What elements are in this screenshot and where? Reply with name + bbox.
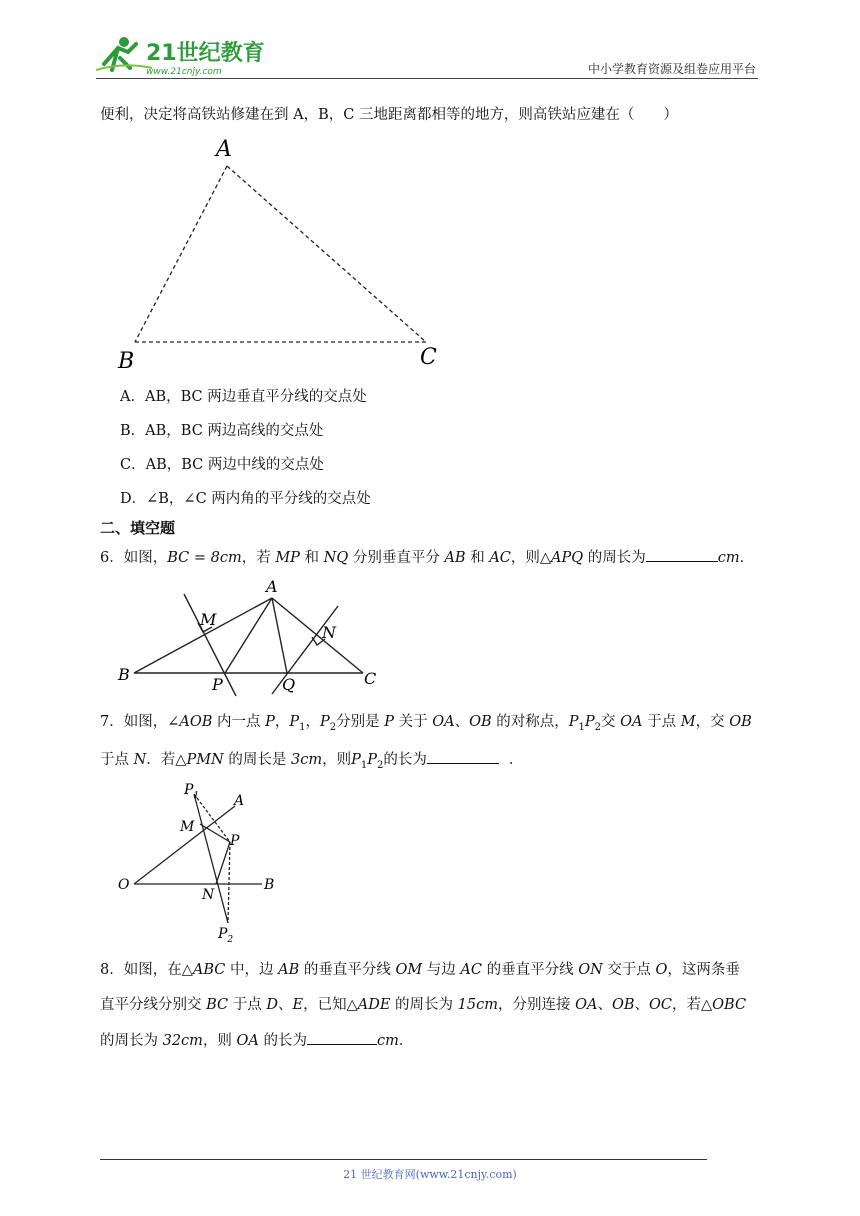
q6-text: 和 [465, 550, 490, 566]
q8-text: 于点 [228, 997, 267, 1013]
answer-blank[interactable] [307, 1030, 377, 1045]
q8-math: 15cm [457, 997, 498, 1013]
q8-math: BC [206, 997, 229, 1013]
q8-text: 8．如图，在△ [100, 962, 193, 978]
q6-math: MP [275, 550, 300, 566]
q5-option-a: A．AB，BC 两边垂直平分线的交点处 [120, 389, 367, 405]
q8-math: AB [278, 962, 300, 978]
q7-sub: 2 [594, 721, 602, 733]
q6-label-p: P [212, 675, 223, 694]
q6-label-q: Q [282, 675, 296, 694]
answer-blank[interactable] [646, 547, 718, 562]
q6-figure [112, 576, 392, 698]
q5-label-c: C [420, 345, 437, 370]
q7-sub: 1 [299, 721, 306, 733]
q6-text: ，则△ [510, 550, 552, 566]
q7-math: P [384, 714, 395, 730]
q8-text: 与边 [422, 962, 461, 978]
q8-text: 交于点 [602, 962, 656, 978]
section-title: 二、填空题 [100, 519, 176, 537]
q7-math: P [265, 714, 275, 730]
q6-math: BC = 8cm [167, 550, 242, 566]
header-divider [96, 78, 758, 79]
q8-math: cm [377, 1033, 399, 1049]
q8-text: 的垂直平分线 [299, 962, 396, 978]
q8-math: ABC [192, 962, 226, 978]
q6-math: AB [444, 550, 466, 566]
q7-figure [112, 778, 292, 946]
q7-stem-line1 [100, 712, 752, 738]
q5-option-c: C．AB，BC 两边中线的交点处 [120, 457, 324, 473]
q8-text: 、 [597, 997, 612, 1013]
q6-label-b: B [118, 665, 130, 684]
q7-math: P [367, 752, 377, 768]
q8-text: 直平分线分别交 [100, 997, 207, 1013]
q5-label-b: B [118, 349, 135, 374]
q6-math: NQ [323, 550, 349, 566]
q6-text: 6．如图， [100, 550, 168, 566]
q7-text: 的对称点， [491, 714, 569, 730]
q7-math: AOB [179, 714, 213, 730]
q7-math: P [351, 752, 361, 768]
q7-math: PMN [186, 752, 224, 768]
footer-divider [100, 1159, 707, 1160]
q7-label-m: M [180, 819, 195, 835]
q6-text: 和 [299, 550, 324, 566]
q8-math: OA [575, 997, 598, 1013]
q7-label-p: P [230, 833, 240, 849]
q6-label-c: C [364, 669, 377, 688]
q5-triangle-figure [110, 130, 450, 380]
q8-math: D [266, 997, 278, 1013]
q5-option-b: B．AB，BC 两边高线的交点处 [120, 423, 324, 439]
q8-math: ON [578, 962, 603, 978]
q7-sub: 1 [360, 759, 368, 771]
q7-text: 的周长是 [223, 752, 291, 768]
q8-text: ，则 [202, 1033, 237, 1049]
q8-text: ． [398, 1033, 414, 1049]
q7-text: ， [305, 714, 321, 730]
q7-label-p1: $P_1$ [184, 782, 200, 801]
q8-text: 、 [278, 997, 293, 1013]
q7-math: 3cm [290, 752, 323, 768]
q8-text: ，已知△ [303, 997, 358, 1013]
q7-text: 的长为 [383, 752, 427, 768]
q8-text: ，分别连接 [497, 997, 576, 1013]
q6-label-m: M [200, 610, 217, 629]
q6-label-n: N [322, 623, 336, 642]
header-logo [94, 34, 264, 78]
footer-text: 21 世纪教育网(www.21cnjy.com) [343, 1168, 517, 1181]
q8-math: OM [395, 962, 423, 978]
q6-text: 分别垂直平分 [348, 550, 445, 566]
q8-math: 32cm [162, 1033, 203, 1049]
q7-text: ，则 [322, 752, 352, 768]
q6-math: APQ [551, 550, 584, 566]
logo-text: 21世纪教育 [146, 41, 264, 66]
q8-math: OC [649, 997, 672, 1013]
q7-math: N [133, 752, 147, 768]
q8-text: 的周长为 [390, 997, 458, 1013]
q6-math: cm [717, 550, 740, 566]
q7-text: ，交 [695, 714, 730, 730]
q7-label-p2: $P_2$ [218, 926, 234, 945]
q7-text: 关于 [394, 714, 433, 730]
q7-math: OB [729, 714, 752, 730]
q6-text: ． [739, 550, 755, 566]
q8-text: 中，边 [225, 962, 279, 978]
runner-logo-icon [94, 34, 264, 78]
q8-stem-line3 [100, 1030, 413, 1051]
q5-stem: 便利，决定将高铁站修建在到 A，B，C 三地距离都相等的地方，则高铁站应建在（ ） [100, 107, 678, 123]
q7-label-a: A [234, 793, 245, 809]
q7-text: 7．如图，∠ [100, 714, 180, 730]
q6-text: ，若 [241, 550, 276, 566]
q7-math: OA [432, 714, 455, 730]
q8-stem-line2 [100, 995, 746, 1015]
q7-stem-line2 [100, 749, 523, 776]
q8-stem-line1 [100, 960, 740, 980]
q7-text: ， [274, 714, 290, 730]
q5-option-d: D．∠B，∠C 两内角的平分线的交点处 [120, 491, 371, 507]
q7-math: OB [469, 714, 492, 730]
q8-math: O [655, 962, 668, 978]
q8-text: 的垂直平分线 [482, 962, 579, 978]
q7-math: P [320, 714, 330, 730]
q6-label-a: A [266, 577, 278, 596]
q7-text: 分别是 [336, 714, 385, 730]
q8-math: OB [611, 997, 635, 1013]
q7-sub: 2 [376, 759, 384, 771]
q8-text: 的长为 [258, 1033, 308, 1049]
q8-text: 的周长为 [100, 1033, 163, 1049]
q7-math: P [584, 714, 595, 730]
q7-text: 交 [601, 714, 621, 730]
q8-math: E [292, 997, 304, 1013]
q7-math: P [289, 714, 300, 730]
q7-text: 于点 [642, 714, 681, 730]
q6-math: AC [489, 550, 511, 566]
q7-text: ． [508, 752, 524, 768]
answer-blank[interactable] [427, 749, 499, 764]
q8-text: ，若△ [671, 997, 713, 1013]
q7-sub: 1 [578, 721, 585, 733]
q7-text: 内一点 [212, 714, 266, 730]
q7-math: P [568, 714, 579, 730]
q7-text: 、 [454, 714, 470, 730]
logo-url: www.21cnjy.com [146, 67, 222, 77]
q5-label-a: A [216, 137, 232, 162]
q8-text: 、 [634, 997, 649, 1013]
q8-math: AC [460, 962, 482, 978]
q7-label-b: B [264, 877, 275, 893]
q7-label-o: O [118, 877, 130, 893]
q6-text: 的周长为 [583, 550, 646, 566]
q7-math: M [680, 714, 696, 730]
q8-math: ADE [357, 997, 391, 1013]
q8-math: OA [236, 1033, 259, 1049]
header-platform-text: 中小学教育资源及组卷应用平台 [587, 62, 756, 76]
q8-text: ，这两条垂 [667, 962, 740, 978]
q6-stem [100, 547, 754, 568]
q7-math: OA [620, 714, 643, 730]
q7-sub: 2 [329, 721, 337, 733]
q8-math: OBC [712, 997, 747, 1013]
q7-text: 于点 [100, 752, 134, 768]
q7-label-n: N [202, 887, 215, 903]
q7-text: ．若△ [146, 752, 187, 768]
